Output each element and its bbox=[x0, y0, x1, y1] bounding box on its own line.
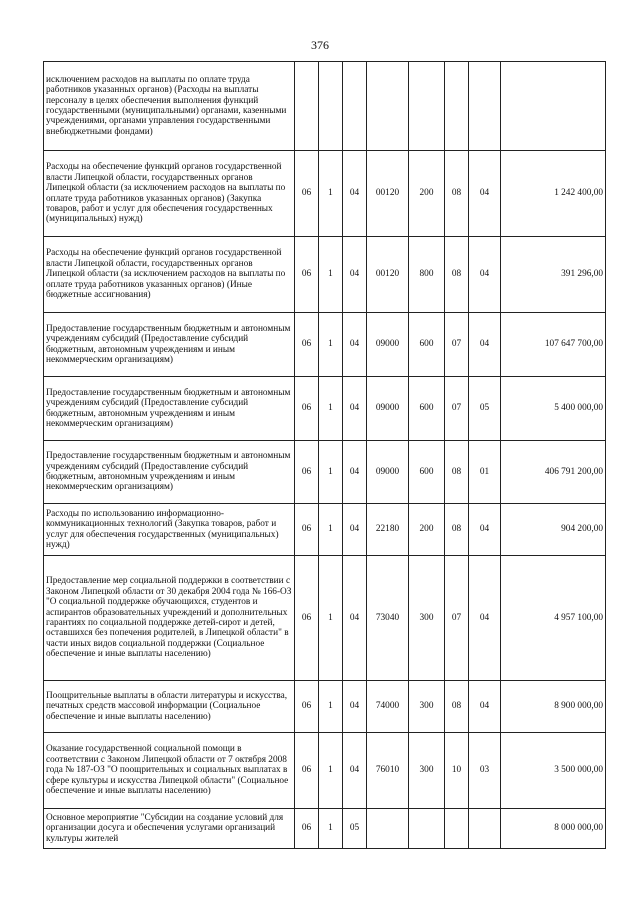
amount-cell: 1 242 400,00 bbox=[501, 151, 606, 237]
code-cell bbox=[319, 62, 343, 151]
code-cell bbox=[469, 809, 501, 849]
code-cell: 1 bbox=[319, 151, 343, 237]
code-cell: 00120 bbox=[367, 237, 409, 313]
code-cell: 1 bbox=[319, 313, 343, 377]
code-cell bbox=[367, 809, 409, 849]
code-cell: 04 bbox=[343, 237, 367, 313]
code-cell bbox=[445, 809, 469, 849]
code-cell: 1 bbox=[319, 504, 343, 556]
row-description: Предоставление государственным бюджетным и автономным учреждениям субсидий (Предоставление субсидий бюджетным, автономным учреждениям и иным некоммерческим организациям) bbox=[44, 441, 295, 504]
row-description: Основное мероприятие "Субсидии на создание условий для организации досуга и обеспечения услугами организаций культуры жителей bbox=[44, 809, 295, 849]
code-cell: 06 bbox=[295, 377, 319, 441]
code-cell: 09000 bbox=[367, 441, 409, 504]
amount-cell bbox=[501, 62, 606, 151]
amount-cell: 8 900 000,00 bbox=[501, 681, 606, 733]
code-cell: 04 bbox=[343, 377, 367, 441]
code-cell bbox=[343, 62, 367, 151]
row-description: Расходы по использованию информационно-коммуникационных технологий (Закупка товаров, работ и услуг для обеспечения государственных (муниципальных) нужд) bbox=[44, 504, 295, 556]
code-cell: 06 bbox=[295, 237, 319, 313]
code-cell: 08 bbox=[445, 237, 469, 313]
code-cell: 1 bbox=[319, 377, 343, 441]
code-cell: 04 bbox=[343, 681, 367, 733]
code-cell: 800 bbox=[409, 237, 445, 313]
code-cell: 73040 bbox=[367, 556, 409, 681]
code-cell: 04 bbox=[343, 151, 367, 237]
code-cell bbox=[367, 62, 409, 151]
row-description: Предоставление государственным бюджетным и автономным учреждениям субсидий (Предоставление субсидий бюджетным, автономным учреждениям и иным некоммерческим организациям) bbox=[44, 377, 295, 441]
code-cell: 300 bbox=[409, 681, 445, 733]
amount-cell: 107 647 700,00 bbox=[501, 313, 606, 377]
code-cell: 06 bbox=[295, 441, 319, 504]
code-cell: 1 bbox=[319, 733, 343, 809]
code-cell: 08 bbox=[445, 681, 469, 733]
table-row bbox=[44, 681, 606, 733]
amount-cell: 4 957 100,00 bbox=[501, 556, 606, 681]
code-cell: 08 bbox=[445, 441, 469, 504]
code-cell: 200 bbox=[409, 151, 445, 237]
code-cell: 06 bbox=[295, 151, 319, 237]
code-cell: 200 bbox=[409, 504, 445, 556]
code-cell: 600 bbox=[409, 313, 445, 377]
table-row bbox=[44, 313, 606, 377]
code-cell: 04 bbox=[469, 313, 501, 377]
code-cell: 08 bbox=[445, 151, 469, 237]
code-cell: 05 bbox=[343, 809, 367, 849]
code-cell: 300 bbox=[409, 733, 445, 809]
code-cell: 1 bbox=[319, 809, 343, 849]
table-row bbox=[44, 237, 606, 313]
code-cell: 06 bbox=[295, 313, 319, 377]
code-cell bbox=[445, 62, 469, 151]
code-cell: 600 bbox=[409, 441, 445, 504]
code-cell: 03 bbox=[469, 733, 501, 809]
table-row bbox=[44, 151, 606, 237]
budget-table bbox=[43, 61, 606, 849]
code-cell: 04 bbox=[343, 504, 367, 556]
table-row bbox=[44, 733, 606, 809]
code-cell: 06 bbox=[295, 733, 319, 809]
code-cell bbox=[409, 809, 445, 849]
code-cell: 06 bbox=[295, 681, 319, 733]
code-cell: 04 bbox=[343, 313, 367, 377]
table-row bbox=[44, 504, 606, 556]
row-description: Оказание государственной социальной помощи в соответствии с Законом Липецкой области от 7 октября 2008 года № 187-ОЗ "О поощрительных и социальных выплатах в сфере культуры и искусства Липецкой области" (Социальное обеспечение и иные выплаты населению) bbox=[44, 733, 295, 809]
row-description: Расходы на обеспечение функций органов государственной власти Липецкой области, государственных органов Липецкой области (за исключением расходов на выплаты по оплате труда работников указанных органов) (Закупка товаров, работ и услуг для обеспечения государственных (муниципальных) нужд) bbox=[44, 151, 295, 237]
code-cell bbox=[409, 62, 445, 151]
code-cell: 07 bbox=[445, 313, 469, 377]
code-cell: 04 bbox=[469, 151, 501, 237]
code-cell: 76010 bbox=[367, 733, 409, 809]
amount-cell: 391 296,00 bbox=[501, 237, 606, 313]
code-cell: 06 bbox=[295, 556, 319, 681]
code-cell: 1 bbox=[319, 237, 343, 313]
code-cell: 04 bbox=[469, 504, 501, 556]
amount-cell: 406 791 200,00 bbox=[501, 441, 606, 504]
code-cell: 04 bbox=[343, 441, 367, 504]
code-cell: 1 bbox=[319, 681, 343, 733]
code-cell: 00120 bbox=[367, 151, 409, 237]
code-cell: 06 bbox=[295, 809, 319, 849]
table-row bbox=[44, 441, 606, 504]
table-row bbox=[44, 809, 606, 849]
code-cell: 300 bbox=[409, 556, 445, 681]
amount-cell: 5 400 000,00 bbox=[501, 377, 606, 441]
row-description: исключением расходов на выплаты по оплате труда работников указанных органов) (Расходы на выплаты персоналу в целях обеспечения выполнения функций государственными (муниципальными) органами, казенными учреждениями, органами управления государственными внебюджетными фондами) bbox=[44, 62, 295, 151]
code-cell: 09000 bbox=[367, 313, 409, 377]
code-cell: 1 bbox=[319, 441, 343, 504]
row-description: Поощрительные выплаты в области литературы и искусства, печатных средств массовой информации (Социальное обеспечение и иные выплаты населению) bbox=[44, 681, 295, 733]
code-cell: 09000 bbox=[367, 377, 409, 441]
code-cell: 04 bbox=[343, 556, 367, 681]
code-cell: 04 bbox=[469, 681, 501, 733]
code-cell: 74000 bbox=[367, 681, 409, 733]
row-description: Предоставление государственным бюджетным и автономным учреждениям субсидий (Предоставление субсидий бюджетным, автономным учреждениям и иным некоммерческим организациям) bbox=[44, 313, 295, 377]
code-cell bbox=[295, 62, 319, 151]
table-row bbox=[44, 556, 606, 681]
amount-cell: 904 200,00 bbox=[501, 504, 606, 556]
code-cell: 04 bbox=[469, 237, 501, 313]
table-row bbox=[44, 62, 606, 151]
code-cell: 07 bbox=[445, 556, 469, 681]
code-cell bbox=[469, 62, 501, 151]
code-cell: 22180 bbox=[367, 504, 409, 556]
code-cell: 04 bbox=[469, 556, 501, 681]
code-cell: 08 bbox=[445, 504, 469, 556]
row-description: Предоставление мер социальной поддержки в соответствии с Законом Липецкой области от 30 декабря 2004 года № 166-ОЗ "О социальной поддержке обучающихся, студентов и аспирантов образовательных учреждений и дополнительных гарантиях по социальной поддержке детей-сирот и детей, оставшихся без попечения родителей, в Липецкой области" в части иных видов социальной поддержки (Социальное обеспечение и иные выплаты населению) bbox=[44, 556, 295, 681]
code-cell: 06 bbox=[295, 504, 319, 556]
page-number: 376 bbox=[311, 38, 329, 52]
code-cell: 05 bbox=[469, 377, 501, 441]
code-cell: 04 bbox=[343, 733, 367, 809]
code-cell: 10 bbox=[445, 733, 469, 809]
code-cell: 07 bbox=[445, 377, 469, 441]
code-cell: 1 bbox=[319, 556, 343, 681]
code-cell: 600 bbox=[409, 377, 445, 441]
table-row bbox=[44, 377, 606, 441]
row-description: Расходы на обеспечение функций органов государственной власти Липецкой области, государственных органов Липецкой области (за исключением расходов на выплаты по оплате труда работников указанных органов) (Иные бюджетные ассигнования) bbox=[44, 237, 295, 313]
amount-cell: 3 500 000,00 bbox=[501, 733, 606, 809]
amount-cell: 8 000 000,00 bbox=[501, 809, 606, 849]
code-cell: 01 bbox=[469, 441, 501, 504]
